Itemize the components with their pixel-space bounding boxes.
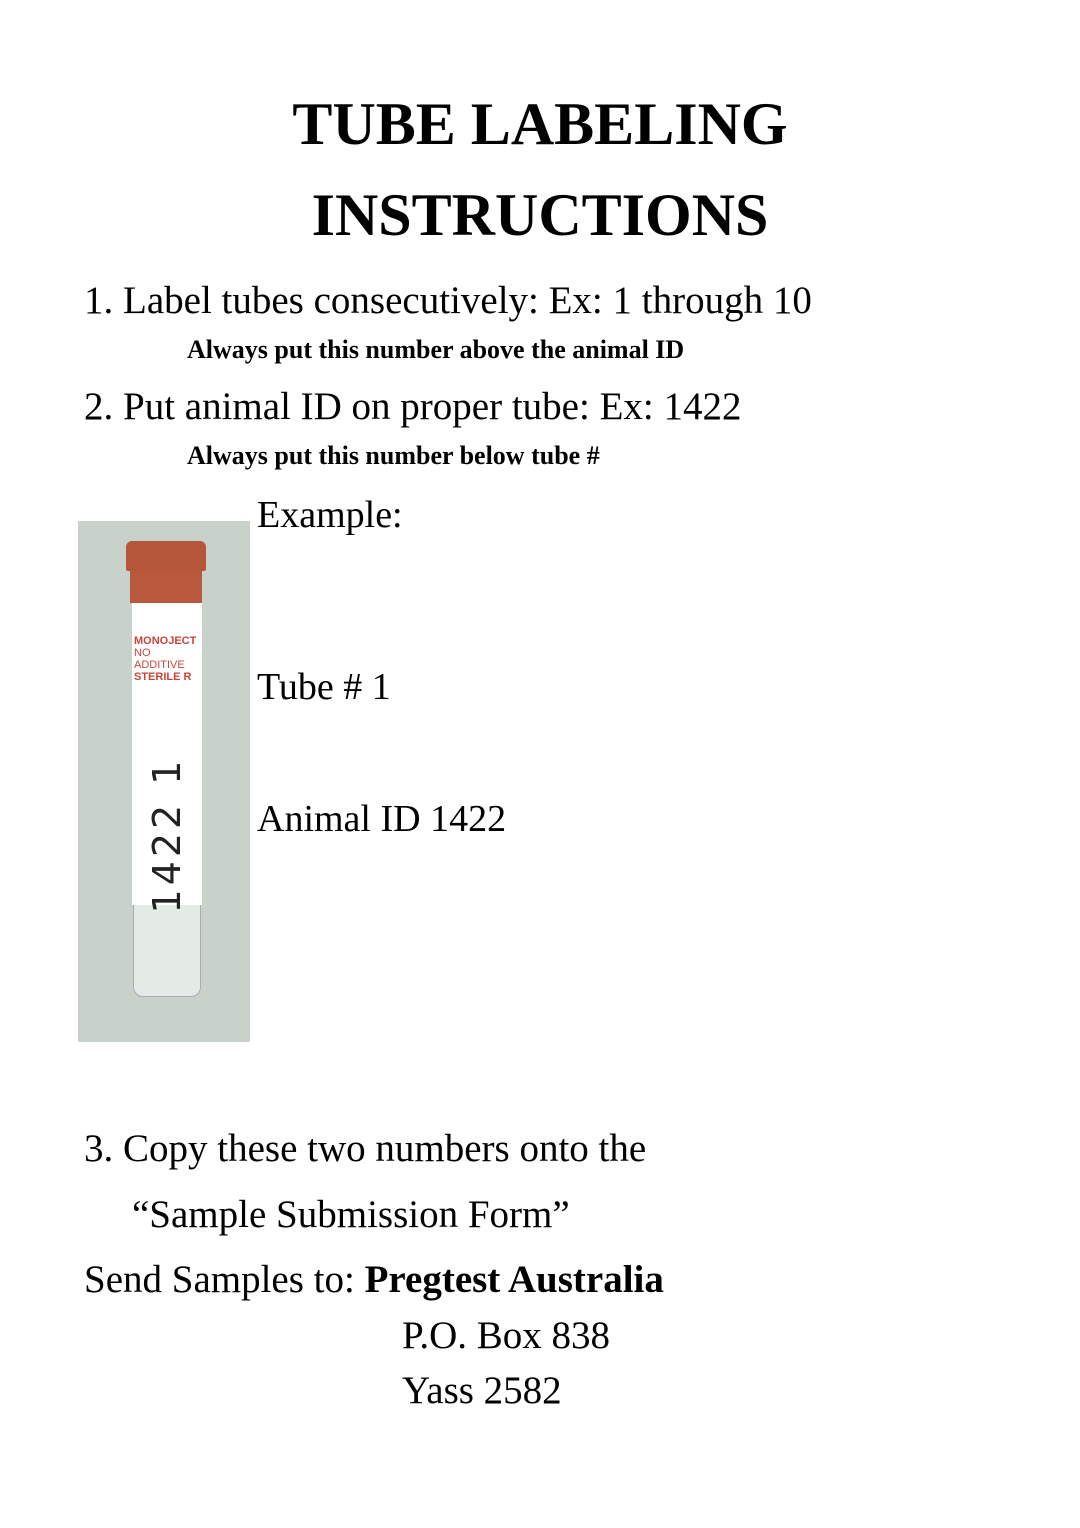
- example-heading: Example:: [257, 494, 403, 536]
- example-tube-number: Tube # 1: [257, 666, 391, 708]
- page-title-line1: TUBE LABELING: [292, 91, 788, 157]
- tube-cap-base: [130, 571, 202, 603]
- tube-label: [132, 603, 202, 914]
- step-3-form-name: “Sample Submission Form”: [132, 1193, 570, 1236]
- send-label: Send Samples to:: [84, 1258, 355, 1301]
- tube-handwritten-number: 1422 1: [145, 756, 189, 914]
- step-1-note: Always put this number above the animal ID: [187, 335, 685, 364]
- address-line-1: P.O. Box 838: [402, 1314, 611, 1357]
- tube-cap: [126, 541, 206, 571]
- company-name: Pregtest Australia: [364, 1258, 664, 1301]
- tube-brand: MONOJECT NO ADDITIVE STERILE R: [134, 635, 197, 683]
- step-2-note: Always put this number below tube #: [187, 441, 600, 470]
- step-2: 2. Put animal ID on proper tube: Ex: 1422: [84, 385, 742, 428]
- step-1: 1. Label tubes consecutively: Ex: 1 through 10: [84, 279, 812, 322]
- address-line-2: Yass 2582: [402, 1369, 562, 1412]
- page-title-line2: INSTRUCTIONS: [311, 182, 769, 248]
- tube-photo: [78, 521, 250, 1042]
- step-3: 3. Copy these two numbers onto the: [84, 1127, 647, 1170]
- send-samples: [84, 1257, 664, 1302]
- example-animal-id: Animal ID 1422: [257, 798, 507, 840]
